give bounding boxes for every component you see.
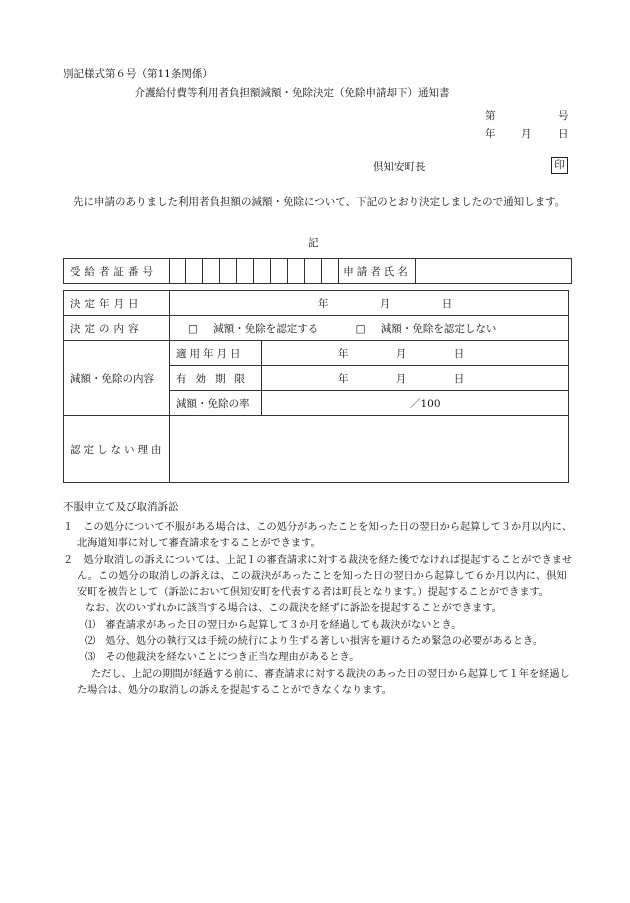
digit-cell[interactable] <box>186 259 203 284</box>
seal-mark: 印 <box>551 157 568 174</box>
note-sub-2: ⑵ 処分、処分の執行又は手続の続行により生ずる著しい損害を避けるため緊急の必要があるとき。 <box>85 636 544 648</box>
form-label: 別記様式第６号（第11条関係） <box>63 68 213 80</box>
date-month: 月 <box>521 128 532 140</box>
digit-cell[interactable] <box>203 259 220 284</box>
decision-year: 年 <box>318 297 329 310</box>
rate-label: 減額・免除の率 <box>170 391 262 416</box>
validity-label: 有効期限 <box>170 366 262 391</box>
number-prefix: 第 <box>485 110 496 122</box>
decision-date-field[interactable] <box>170 291 569 316</box>
digit-cell[interactable] <box>170 259 186 284</box>
reject-checkbox[interactable]: □ <box>355 322 366 335</box>
decision-month: 月 <box>379 297 391 310</box>
validity-field[interactable] <box>262 366 569 391</box>
note-item-2: ２ 処分取消しの訴えについては、上記１の審査請求に対する裁決を経た後でなければ提起することができません。この処分の取消しの訴えは、この裁決があったことを知った日の翌日から起算して６か月以内に、倶知安町を被告として（訴訟において倶知安町を代表する者は町長となります。）提起することができます。 <box>63 554 573 599</box>
number-suffix: 号 <box>558 110 569 122</box>
issuer-name: 倶知安町長 <box>373 161 426 173</box>
validity-month: 月 <box>395 372 407 385</box>
digit-cell[interactable] <box>220 259 237 284</box>
date-year: 年 <box>485 128 496 140</box>
note-sub-3: ⑶ その他裁決を経ないことにつき正当な理由があるとき。 <box>85 652 360 664</box>
approve-option-label: 減額・免除を認定する <box>213 322 319 335</box>
apply-date-label: 適用年月日 <box>170 341 262 366</box>
ki-heading: 記 <box>308 237 319 249</box>
rate-field[interactable] <box>262 391 569 416</box>
reject-option-label: 減額・免除を認定しない <box>380 322 497 335</box>
intro-text: 先に申請のありました利用者負担額の減額・免除について、下記のとおり決定しましたので通知します。 <box>73 196 566 208</box>
digit-cell[interactable] <box>288 259 305 284</box>
decision-table <box>63 258 572 284</box>
decision-details-table <box>63 290 569 483</box>
notes-title: 不服申立て及び取消訴訟 <box>63 501 179 513</box>
note-sub-1: ⑴ 審査請求があった日の翌日から起算して３か月を経過しても裁決がないとき。 <box>85 619 462 631</box>
decision-content-label: 決定の内容 <box>64 316 170 341</box>
reason-field[interactable] <box>170 416 569 483</box>
note-closing: ただし、上記の期間が経過する前に、審査請求に対する裁決のあった日の翌日から起算して１年を経過した場合は、処分の取消しの訴えを提起することができなくなります。 <box>77 668 570 696</box>
apply-day: 日 <box>453 347 465 360</box>
date-day: 日 <box>558 128 569 140</box>
applicant-name-label: 申請者氏名 <box>339 259 416 284</box>
digit-cell[interactable] <box>237 259 254 284</box>
rate-value: ／100 <box>410 397 441 410</box>
note-item-1: １ この処分について不服がある場合は、この処分があったことを知った日の翌日から起算して３か月以内に、北海道知事に対して審査請求をすることができます。 <box>63 522 573 550</box>
digit-cell[interactable] <box>305 259 322 284</box>
recipient-number-label: 受給者証番号 <box>64 259 170 284</box>
notes-section <box>63 520 573 699</box>
validity-day: 日 <box>453 372 465 385</box>
digit-cell[interactable] <box>254 259 271 284</box>
note-item-2-note: なお、次のいずれかに該当する場合は、この裁決を経ずに訴訟を提起することができます。 <box>85 603 502 615</box>
decision-content-field <box>170 316 569 341</box>
apply-year: 年 <box>338 347 349 360</box>
decision-date-label: 決定年月日 <box>64 291 170 316</box>
digit-cell[interactable] <box>271 259 288 284</box>
digit-cell[interactable] <box>322 259 339 284</box>
document-title: 介護給付費等利用者負担額減額・免除決定（免除申請却下）通知書 <box>134 87 450 99</box>
validity-year: 年 <box>338 372 349 385</box>
reason-label: 認定しない理由 <box>64 416 170 483</box>
approve-checkbox[interactable]: □ <box>188 322 198 335</box>
apply-month: 月 <box>395 347 407 360</box>
applicant-name-field[interactable] <box>416 259 572 284</box>
apply-date-field[interactable] <box>262 341 569 366</box>
reduction-content-label: 減額・免除の内容 <box>64 341 170 416</box>
decision-day: 日 <box>441 297 453 310</box>
